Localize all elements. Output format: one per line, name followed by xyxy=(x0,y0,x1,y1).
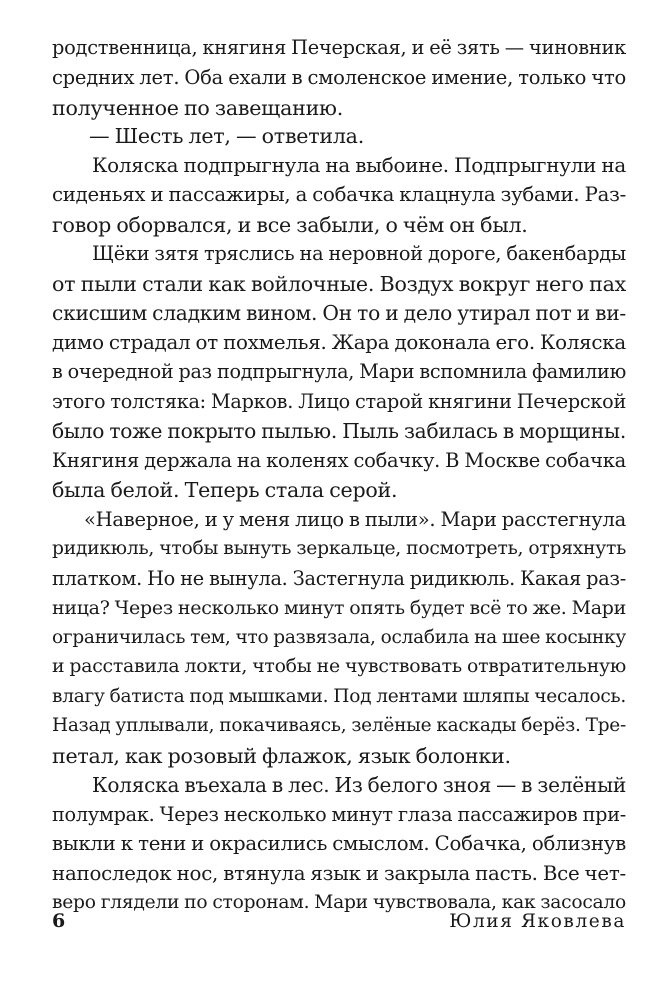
text-line: скисшим сладким вином. Он то и дело утирал пот и ви- xyxy=(52,301,626,325)
text-line: полумрак. Через несколько минут глаза пассажиров при- xyxy=(52,803,626,826)
page-number: 6 xyxy=(52,910,66,932)
text-line: средних лет. Оба ехали в смоленское имение, только что xyxy=(52,66,626,89)
text-line: от пыли стали как войлочные. Воздух вокруг него пах xyxy=(52,272,626,296)
running-footer-author: Юлия Яковлева xyxy=(449,911,626,932)
text-line: Щёки зятя тряслись на неровной дороге, бакенбарды xyxy=(92,242,626,265)
text-line: напоследок нос, втянула язык и закрыла пасть. Все чет- xyxy=(52,862,626,885)
text-line: Коляска въехала в лес. Из белого зноя — в зелёный xyxy=(92,773,626,797)
text-line: ница? Через несколько минут опять будет всё то же. Мари xyxy=(52,597,626,619)
text-line: полученное по завещанию. xyxy=(52,96,344,120)
text-line: ридикюль, чтобы вынуть зеркальце, посмотреть, отряхнуть xyxy=(52,538,626,559)
text-line: выкли к тени и окрасились смыслом. Собачка, облизнув xyxy=(52,832,626,855)
text-line: Назад уплывали, покачиваясь, зелёные каскады берёз. Тре- xyxy=(52,715,626,736)
text-line: в очередной раз подпрыгнула, Мари вспомнила фамилию xyxy=(52,360,626,383)
text-line: «Наверное, и у меня лицо в пыли». Мари расстегнула xyxy=(84,508,626,531)
text-line: ограничилась тем, что развязала, ослабила на шее косынку xyxy=(52,627,626,648)
text-line: петал, как розовый флажок, язык болонки. xyxy=(52,744,511,768)
text-line: было тоже покрыто пылью. Пыль забилась в морщины. xyxy=(52,419,626,443)
text-line: и расставила локти, чтобы не чувствовать отвратительную xyxy=(52,656,626,677)
text-line: влагу батиста под мышками. Под лентами шляпы чесалось. xyxy=(52,686,626,707)
text-line: говор оборвался, и все забыли, о чём он был. xyxy=(52,213,528,237)
text-line: димо страдал от похмелья. Жара доконала его. Коляска xyxy=(52,331,626,354)
text-line: сиденьях и пассажиры, а собачка клацнула зубами. Раз- xyxy=(52,183,626,206)
text-line: платком. Но не вынула. Застегнула ридикюль. Какая раз- xyxy=(52,567,626,590)
text-line: — Шесть лет, — ответила. xyxy=(89,124,365,148)
text-line: этого толстяка: Марков. Лицо старой княгини Печерской xyxy=(52,390,626,413)
text-line: была белой. Теперь стала серой. xyxy=(52,478,398,502)
text-line: Коляска подпрыгнула на выбоине. Подпрыгнули на xyxy=(92,154,626,177)
text-line: родственница, княгиня Печерская, и её зять — чиновник xyxy=(52,36,626,59)
text-line: веро глядели по сторонам. Мари чувствовала, как засосало xyxy=(52,892,626,913)
text-line: Княгиня держала на коленях собачку. В Москве собачка xyxy=(52,449,626,472)
